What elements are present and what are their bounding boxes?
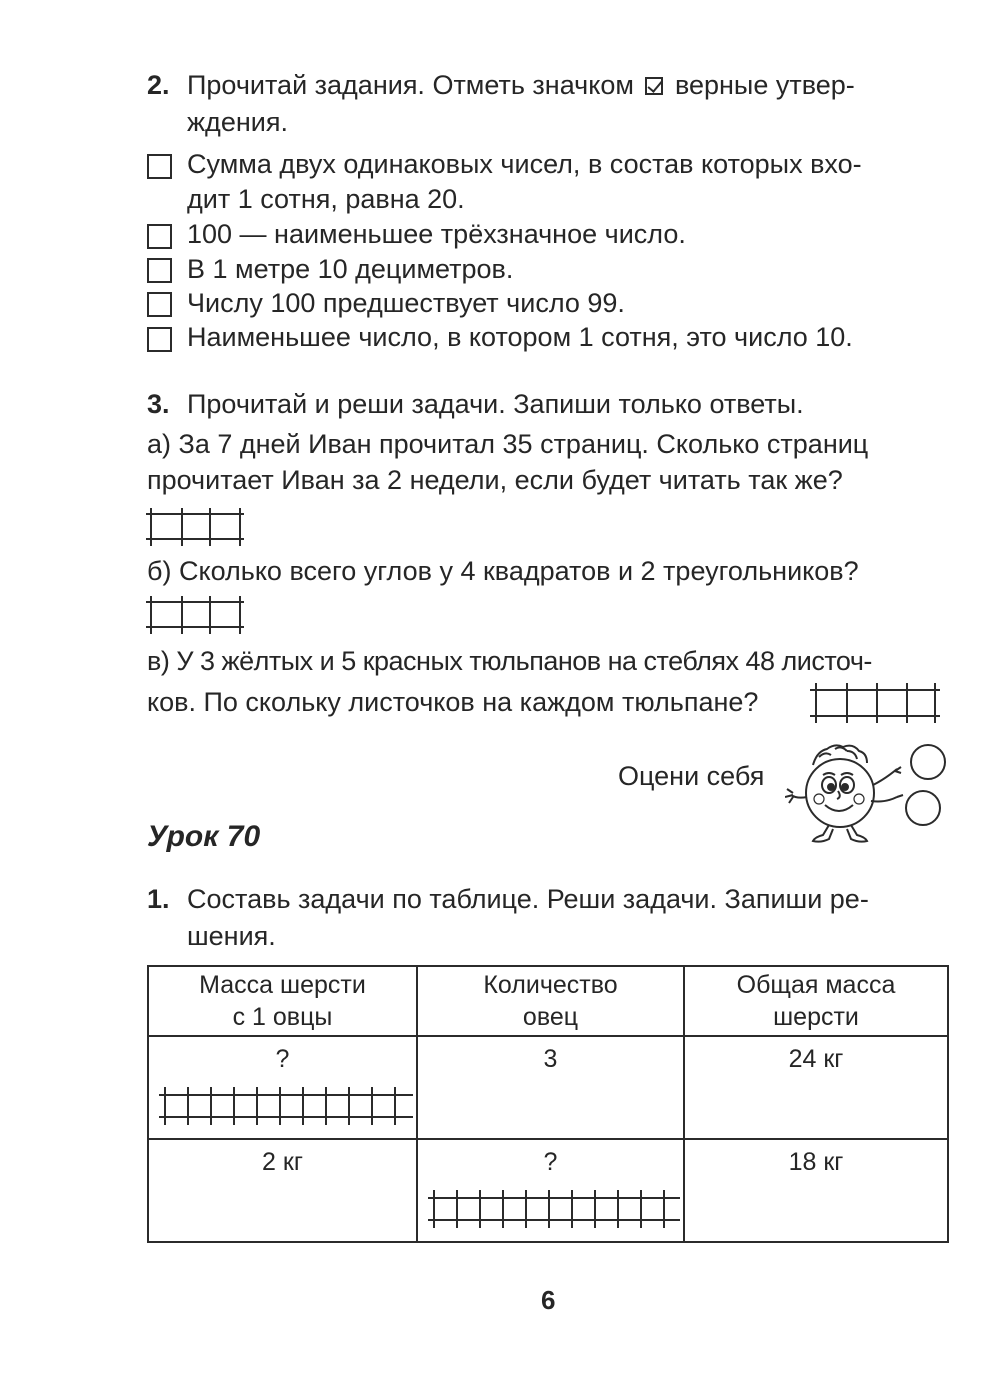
problem-a-line2: прочитает Иван за 2 недели, если будет читать так же? [147,465,843,495]
smiling-ball-mascot-icon [785,735,955,845]
table-cell: ? [148,1036,417,1139]
table-header-row [148,966,948,1036]
answer-grid-v[interactable] [810,683,940,723]
task2-instruction: 2. Прочитай задания. Отметь значком верные утвер- [147,67,855,103]
table-cell: 2 кг [148,1139,417,1242]
table-header-cell: Общая масса шерсти [684,966,948,1036]
statement-2: 100 — наименьшее трёхзначное число. [187,219,686,249]
checked-box-icon [645,77,663,95]
table-cell: ? [417,1139,684,1242]
problem-v-line2: ков. По скольку листочков на каждом тюльпане? [147,687,759,717]
table-row [148,1139,948,1242]
task2-instruction-cont: ждения. [187,107,288,137]
task3-number: 3. [147,389,170,419]
statement-3: В 1 метре 10 дециметров. [187,254,514,284]
task1-number: 1. [147,884,170,914]
page-number: 6 [541,1285,556,1315]
table-header-cell: Масса шерсти с 1 овцы [148,966,417,1036]
statement-checkbox-2[interactable] [147,224,172,249]
task1-instruction: 1. Составь задачи по таблице. Реши задачи. Запиши ре- [147,881,869,917]
statement-checkbox-3[interactable] [147,258,172,283]
statement-4: Числу 100 предшествует число 99. [187,288,625,318]
table-header-cell: Количество овец [417,966,684,1036]
table-cell: 18 кг [684,1139,948,1242]
statement-1-line1: Сумма двух одинаковых чисел, в состав которых вхо- [187,149,862,179]
task1-instruction-cont: шения. [187,921,276,951]
statement-checkbox-1[interactable] [147,154,172,179]
task2-number: 2. [147,70,170,100]
problem-a-line1: а) За 7 дней Иван прочитал 35 страниц. Сколько страниц [147,429,869,459]
problem-v-line1: в) У 3 жёлтых и 5 красных тюльпанов на стеблях 48 листоч- [147,646,872,676]
statement-5: Наименьшее число, в котором 1 сотня, это число 10. [187,322,853,352]
self-assessment-label: Оцени себя [618,761,765,791]
answer-grid-b[interactable] [146,596,244,634]
table-cell: 24 кг [684,1036,948,1139]
statement-1-line2: дит 1 сотня, равна 20. [187,184,465,214]
statement-checkbox-5[interactable] [147,327,172,352]
problem-b-line1: б) Сколько всего углов у 4 квадратов и 2 треугольников? [147,556,859,586]
table-row [148,1036,948,1139]
answer-grid-a[interactable] [146,508,244,546]
table-cell: 3 [417,1036,684,1139]
solution-grid-row2[interactable] [428,1190,680,1228]
task3-instruction: 3. Прочитай и реши задачи. Запиши только ответы. [147,386,804,422]
statement-checkbox-4[interactable] [147,292,172,317]
solution-grid-row1[interactable] [159,1087,413,1125]
wool-mass-table [147,965,949,1243]
lesson-title: Урок 70 [147,820,261,853]
